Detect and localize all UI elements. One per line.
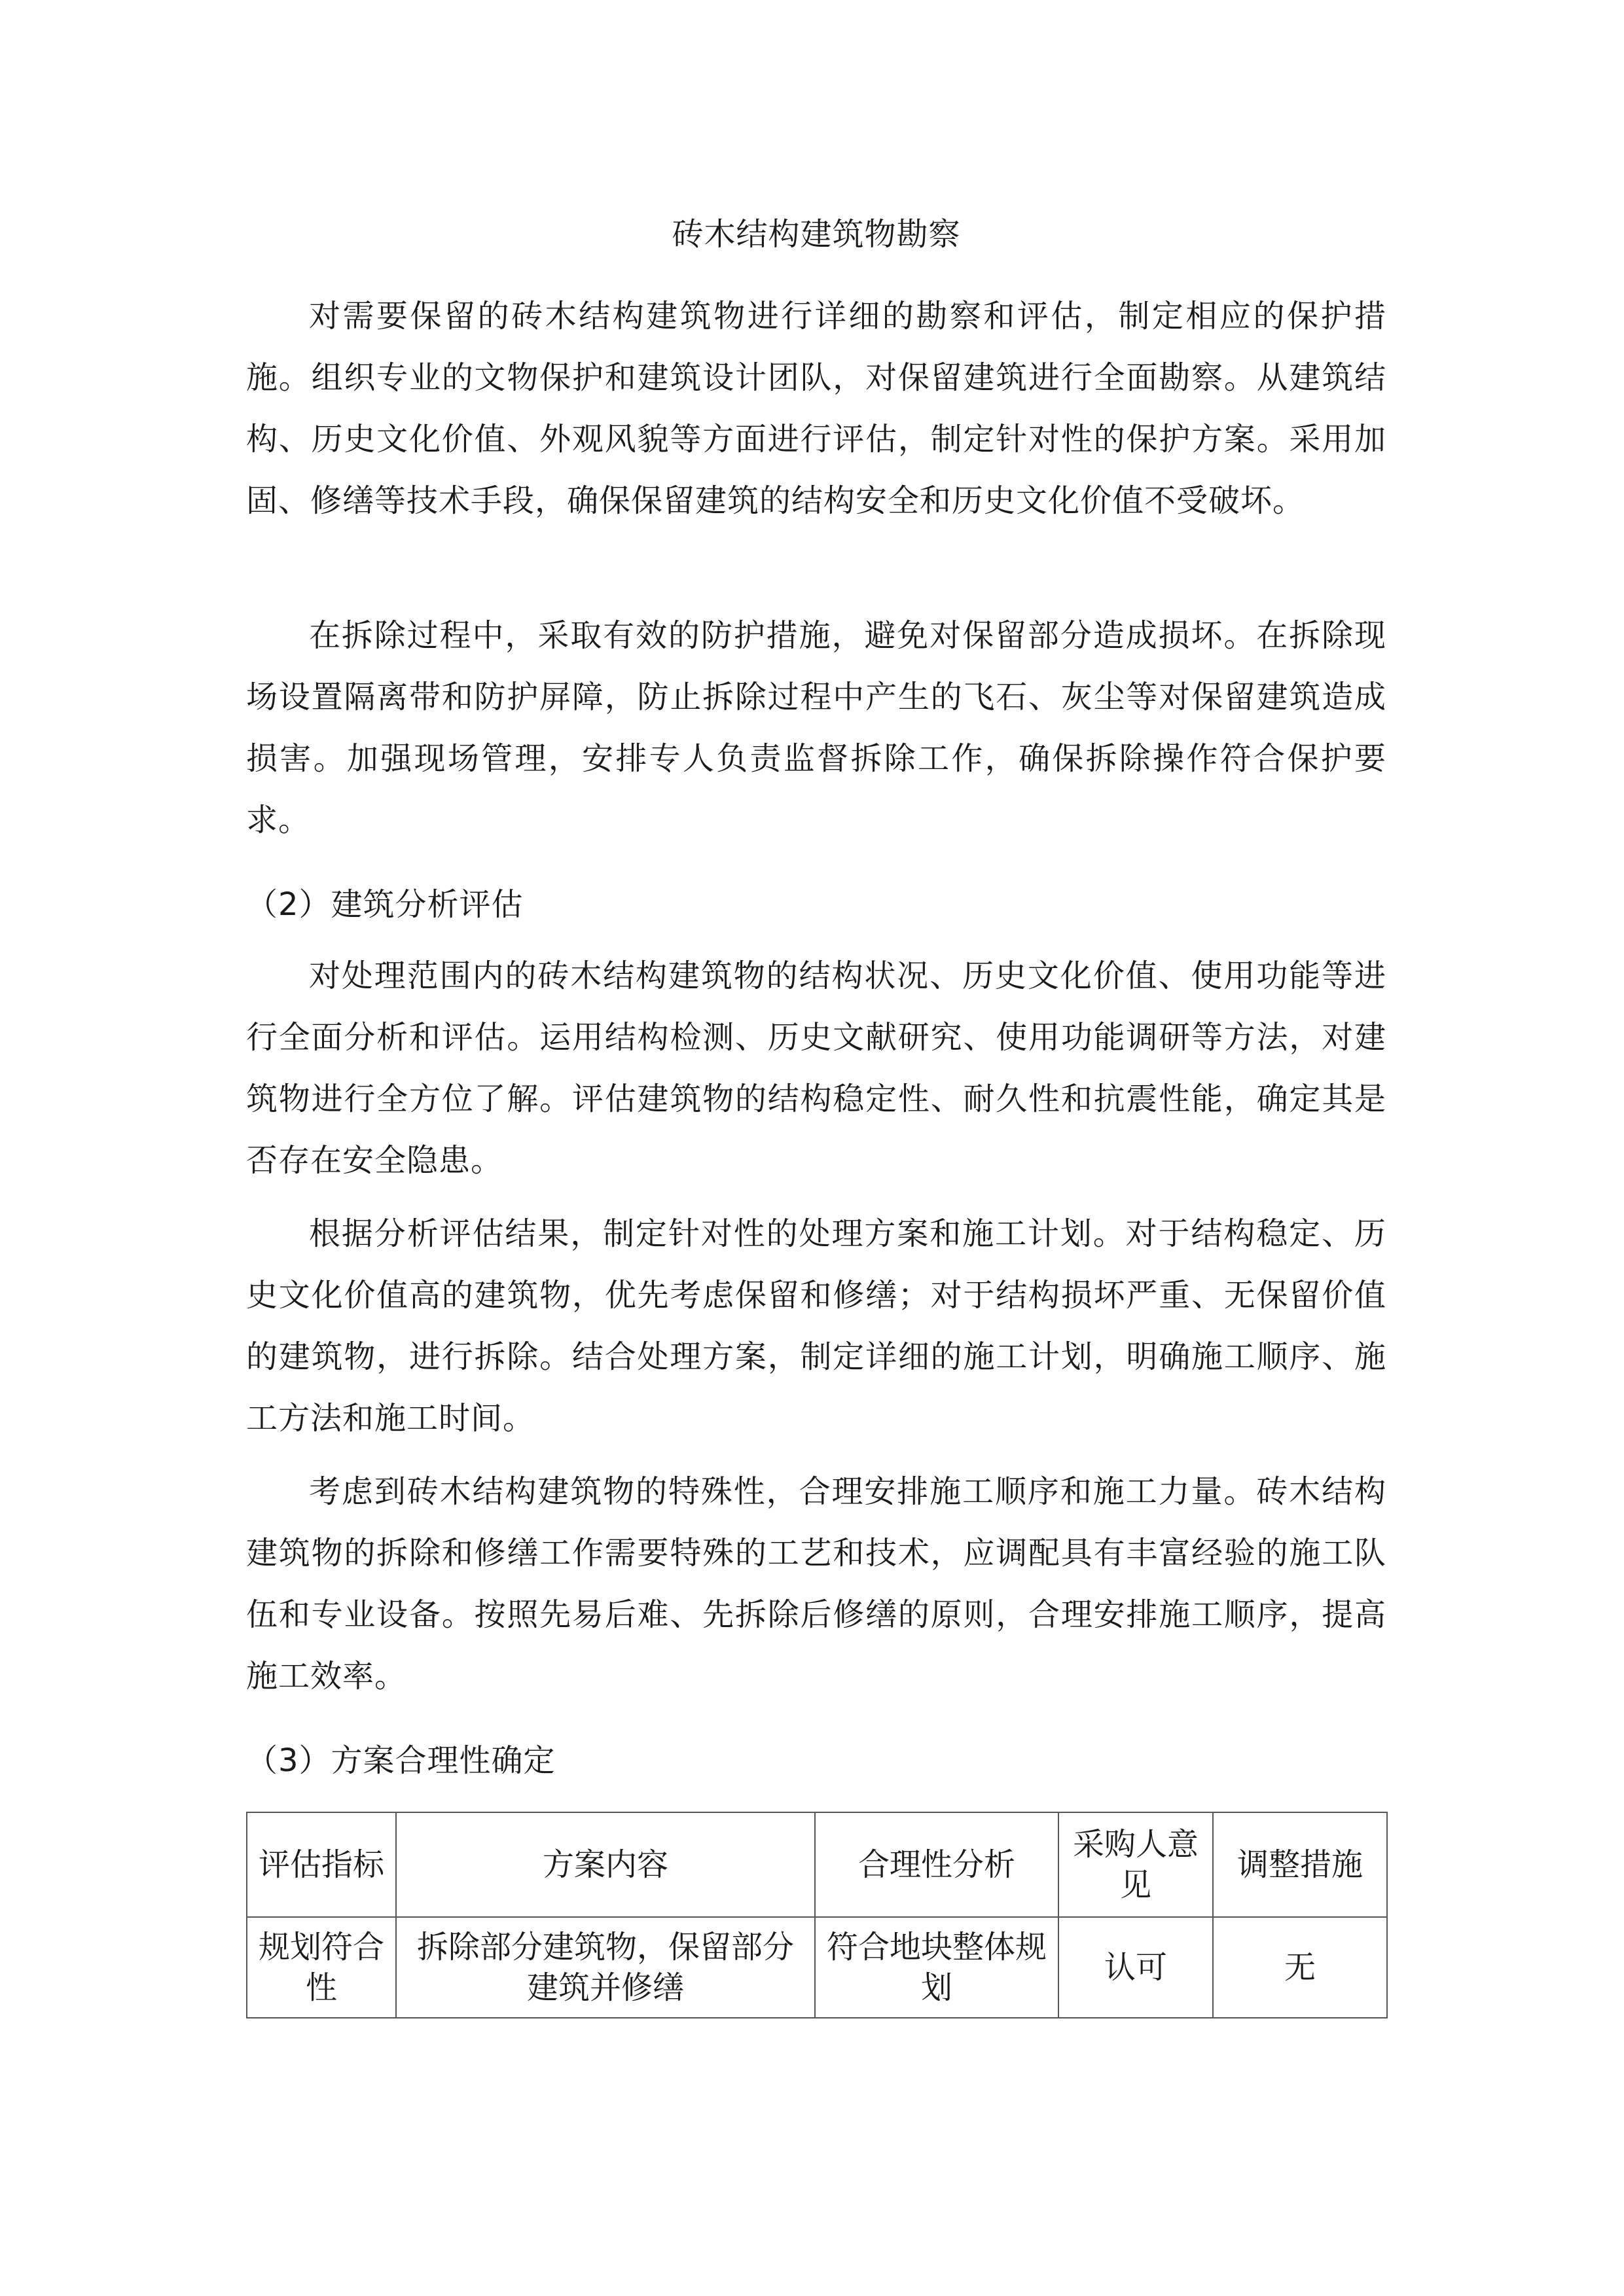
table-header-row [247,1812,1387,1917]
table-row [247,1917,1387,2018]
table-cell: 无 [1213,1917,1387,2018]
table-header-cell: 调整措施 [1213,1812,1387,1917]
table-header-cell: 采购人意见 [1058,1812,1213,1917]
paragraph-analysis-2: 根据分析评估结果，制定针对性的处理方案和施工计划。对于结构稳定、历史文化价值高的建筑物，优先考虑保留和修缮；对于结构损坏严重、无保留价值的建筑物，进行拆除。结合处理方案，制定详细的施工计划，明确施工顺序、施工方法和施工时间。 [246,1215,1386,1437]
paragraph-analysis-1: 对处理范围内的砖木结构建筑物的结构状况、历史文化价值、使用功能等进行全面分析和评估。运用结构检测、历史文献研究、使用功能调研等方法，对建筑物进行全方位了解。评估建筑物的结构稳定性、耐久性和抗震性能，确定其是否存在安全隐患。 [246,958,1386,1179]
document-title: 砖木结构建筑物勘察 [672,216,961,253]
paragraph-survey: 对需要保留的砖木结构建筑物进行详细的勘察和评估，制定相应的保护措施。组织专业的文物保护和建筑设计团队，对保留建筑进行全面勘察。从建筑结构、历史文化价值、外观风貌等方面进行评估，制定针对性的保护方案。采用加固、修缮等技术手段，确保保留建筑的结构安全和历史文化价值不受破坏。 [246,298,1386,519]
rationality-table [246,1812,1388,2018]
section-heading-rationality: （3）方案合理性确定 [246,1742,556,1779]
table-cell: 认可 [1058,1917,1213,2018]
section-heading-analysis: （2）建筑分析评估 [246,886,524,923]
table-header-cell: 合理性分析 [815,1812,1058,1917]
table-header-cell: 评估指标 [247,1812,396,1917]
table-cell: 规划符合性 [247,1917,396,2018]
table-cell: 拆除部分建筑物，保留部分建筑并修缮 [396,1917,815,2018]
table-cell: 符合地块整体规划 [815,1917,1058,2018]
table-header-cell: 方案内容 [396,1812,815,1917]
paragraph-protection: 在拆除过程中，采取有效的防护措施，避免对保留部分造成损坏。在拆除现场设置隔离带和防护屏障，防止拆除过程中产生的飞石、灰尘等对保留建筑造成损害。加强现场管理，安排专人负责监督拆除工作，确保拆除操作符合保护要求。 [246,617,1386,838]
paragraph-analysis-3: 考虑到砖木结构建筑物的特殊性，合理安排施工顺序和施工力量。砖木结构建筑物的拆除和修缮工作需要特殊的工艺和技术，应调配具有丰富经验的施工队伍和专业设备。按照先易后难、先拆除后修缮的原则，合理安排施工顺序，提高施工效率。 [246,1473,1386,1695]
